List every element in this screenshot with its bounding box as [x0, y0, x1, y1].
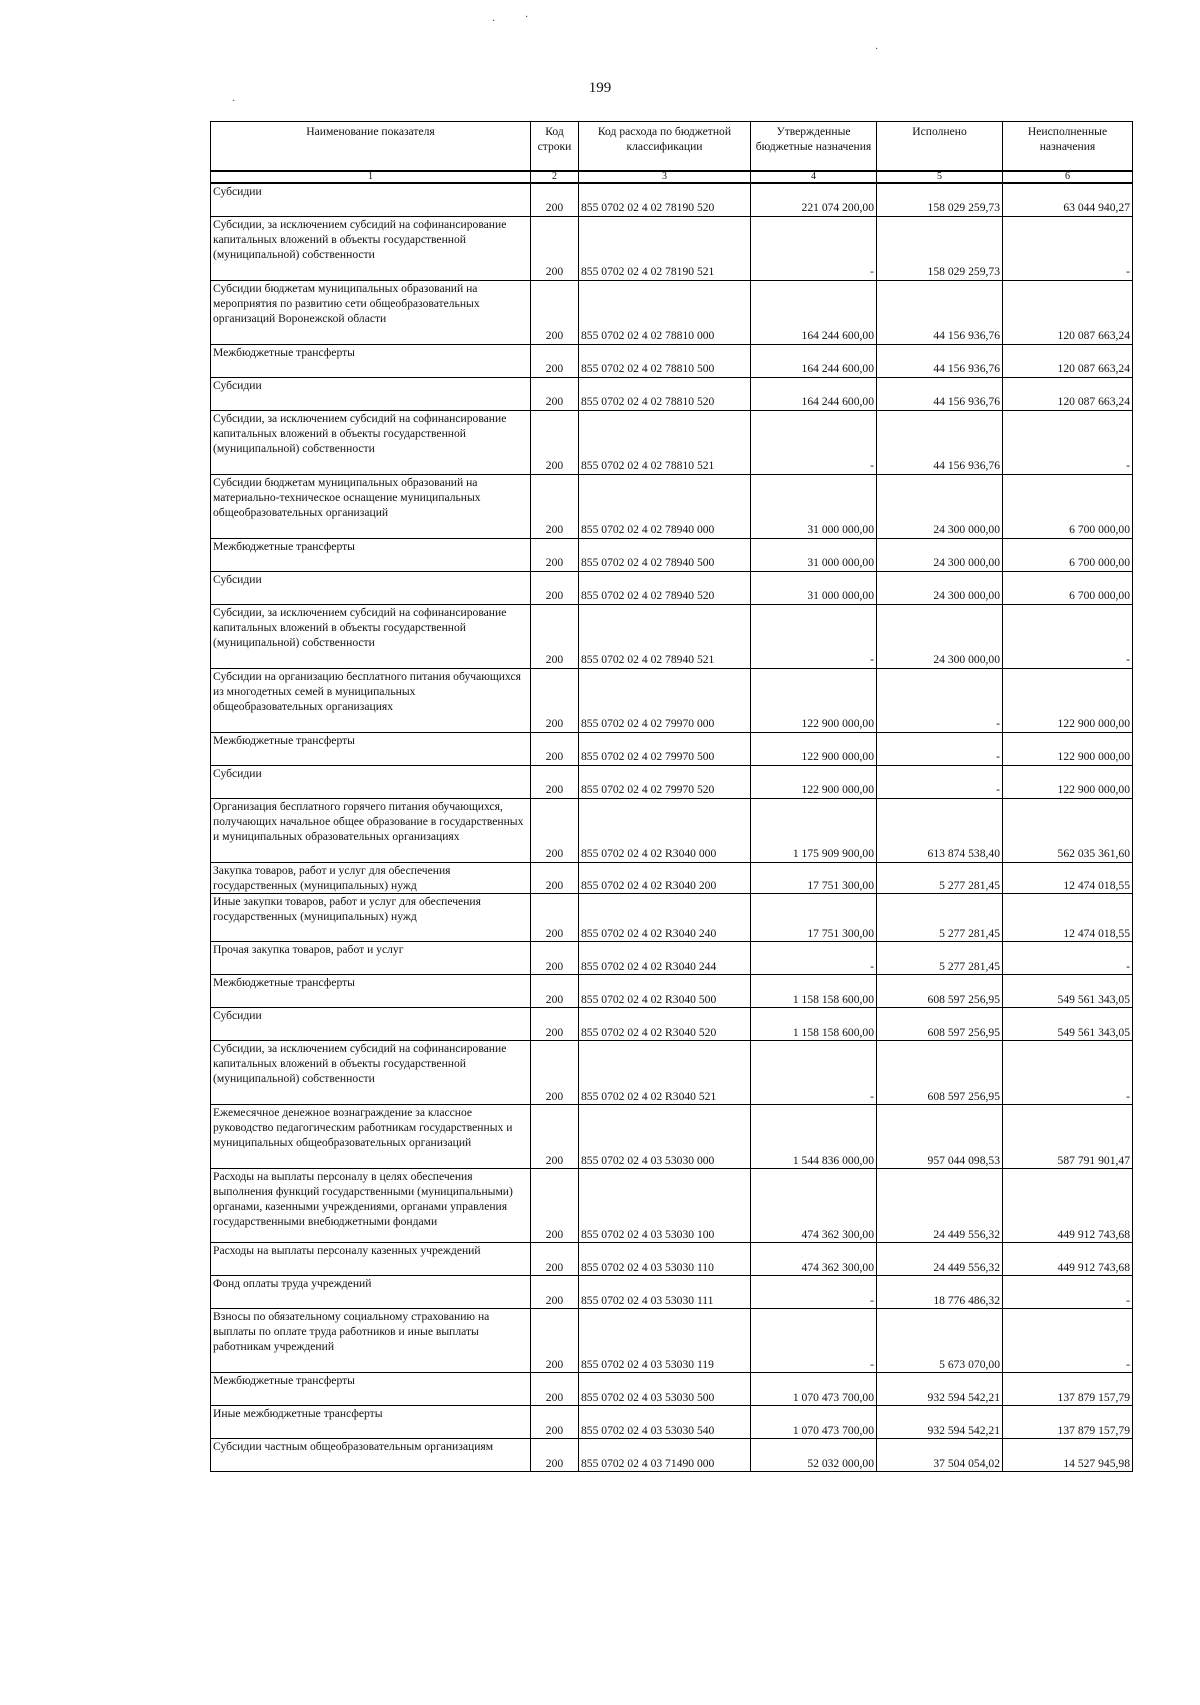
- column-number: 6: [1003, 171, 1133, 183]
- row-approved: -: [751, 216, 877, 280]
- row-line-code: 200: [531, 1275, 579, 1308]
- row-name: Фонд оплаты труда учреждений: [211, 1275, 531, 1308]
- row-approved: 1 158 158 600,00: [751, 1007, 877, 1040]
- row-name: Субсидии: [211, 1007, 531, 1040]
- row-approved: 1 158 158 600,00: [751, 974, 877, 1007]
- row-unexecuted: 12 474 018,55: [1003, 893, 1133, 941]
- table-row: [211, 668, 1133, 732]
- row-expense-code: 855 0702 02 4 02 78940 520: [579, 571, 751, 604]
- row-expense-code: 855 0702 02 4 02 78810 520: [579, 377, 751, 410]
- row-executed: 44 156 936,76: [877, 344, 1003, 377]
- row-name: Иные закупки товаров, работ и услуг для обеспечения государственных (муниципальных) нужд: [211, 893, 531, 941]
- row-expense-code: 855 0702 02 4 02 78940 521: [579, 604, 751, 668]
- column-number: 3: [579, 171, 751, 183]
- row-unexecuted: 137 879 157,79: [1003, 1405, 1133, 1438]
- page-number: 199: [588, 80, 612, 96]
- row-expense-code: 855 0702 02 4 02 79970 520: [579, 765, 751, 798]
- row-name: Субсидии бюджетам муниципальных образований на мероприятия по развитию сети общеобразовательных организаций Воронежской области: [211, 280, 531, 344]
- header-expense-code: Код расхода по бюджетной классификации: [579, 122, 751, 172]
- table-row: [211, 1007, 1133, 1040]
- row-unexecuted: 63 044 940,27: [1003, 183, 1133, 216]
- row-executed: 44 156 936,76: [877, 377, 1003, 410]
- row-executed: 24 300 000,00: [877, 474, 1003, 538]
- row-approved: 1 175 909 900,00: [751, 798, 877, 862]
- row-expense-code: 855 0702 02 4 02 R3040 000: [579, 798, 751, 862]
- row-unexecuted: 6 700 000,00: [1003, 538, 1133, 571]
- row-unexecuted: 122 900 000,00: [1003, 732, 1133, 765]
- column-number-row: [211, 171, 1133, 183]
- row-name: Субсидии, за исключением субсидий на софинансирование капитальных вложений в объекты государственной (муниципальной) собственности: [211, 410, 531, 474]
- row-name: Субсидии частным общеобразовательным организациям: [211, 1438, 531, 1471]
- row-unexecuted: -: [1003, 1308, 1133, 1372]
- row-expense-code: 855 0702 02 4 02 78940 000: [579, 474, 751, 538]
- table-row: [211, 974, 1133, 1007]
- table-row: [211, 1040, 1133, 1104]
- row-executed: 24 300 000,00: [877, 571, 1003, 604]
- row-unexecuted: 120 087 663,24: [1003, 280, 1133, 344]
- row-expense-code: 855 0702 02 4 02 78190 521: [579, 216, 751, 280]
- row-approved: 221 074 200,00: [751, 183, 877, 216]
- row-line-code: 200: [531, 1040, 579, 1104]
- table-row: [211, 280, 1133, 344]
- table-row: [211, 732, 1133, 765]
- row-unexecuted: 122 900 000,00: [1003, 765, 1133, 798]
- row-line-code: 200: [531, 798, 579, 862]
- row-executed: 5 277 281,45: [877, 941, 1003, 974]
- row-executed: 24 449 556,32: [877, 1168, 1003, 1242]
- row-expense-code: 855 0702 02 4 03 53030 119: [579, 1308, 751, 1372]
- row-approved: -: [751, 941, 877, 974]
- row-expense-code: 855 0702 02 4 02 79970 000: [579, 668, 751, 732]
- table-row: [211, 1242, 1133, 1275]
- row-approved: 17 751 300,00: [751, 862, 877, 893]
- row-executed: 608 597 256,95: [877, 974, 1003, 1007]
- row-approved: 1 070 473 700,00: [751, 1405, 877, 1438]
- row-unexecuted: 449 912 743,68: [1003, 1242, 1133, 1275]
- row-approved: 31 000 000,00: [751, 538, 877, 571]
- row-line-code: 200: [531, 1308, 579, 1372]
- table-row: [211, 1308, 1133, 1372]
- column-number: 5: [877, 171, 1003, 183]
- row-executed: -: [877, 732, 1003, 765]
- row-line-code: 200: [531, 974, 579, 1007]
- row-expense-code: 855 0702 02 4 03 53030 500: [579, 1372, 751, 1405]
- row-expense-code: 855 0702 02 4 02 78810 500: [579, 344, 751, 377]
- row-line-code: 200: [531, 377, 579, 410]
- row-approved: 164 244 600,00: [751, 280, 877, 344]
- row-unexecuted: -: [1003, 604, 1133, 668]
- table-row: [211, 765, 1133, 798]
- row-name: Субсидии: [211, 377, 531, 410]
- row-line-code: 200: [531, 604, 579, 668]
- header-indicator-name: Наименование показателя: [211, 122, 531, 172]
- row-expense-code: 855 0702 02 4 02 79970 500: [579, 732, 751, 765]
- row-approved: -: [751, 1308, 877, 1372]
- row-expense-code: 855 0702 02 4 03 53030 540: [579, 1405, 751, 1438]
- row-line-code: 200: [531, 1104, 579, 1168]
- budget-execution-table: [210, 121, 1133, 1472]
- row-line-code: 200: [531, 280, 579, 344]
- row-unexecuted: 14 527 945,98: [1003, 1438, 1133, 1471]
- row-unexecuted: 120 087 663,24: [1003, 344, 1133, 377]
- row-executed: 24 449 556,32: [877, 1242, 1003, 1275]
- row-executed: 18 776 486,32: [877, 1275, 1003, 1308]
- header-executed: Исполнено: [877, 122, 1003, 172]
- row-expense-code: 855 0702 02 4 02 78190 520: [579, 183, 751, 216]
- scan-speck: ·: [232, 96, 236, 107]
- row-expense-code: 855 0702 02 4 03 71490 000: [579, 1438, 751, 1471]
- row-executed: 608 597 256,95: [877, 1007, 1003, 1040]
- row-approved: -: [751, 410, 877, 474]
- row-name: Субсидии, за исключением субсидий на софинансирование капитальных вложений в объекты государственной (муниципальной) собственности: [211, 1040, 531, 1104]
- table-row: [211, 410, 1133, 474]
- row-unexecuted: 12 474 018,55: [1003, 862, 1133, 893]
- table-row: [211, 798, 1133, 862]
- row-name: Межбюджетные трансферты: [211, 344, 531, 377]
- table-row: [211, 344, 1133, 377]
- row-approved: 1 544 836 000,00: [751, 1104, 877, 1168]
- table-row: [211, 571, 1133, 604]
- row-name: Организация бесплатного горячего питания обучающихся, получающих начальное общее образование в государственных и муниципальных образовательных организациях: [211, 798, 531, 862]
- table-body: [211, 183, 1133, 1471]
- row-unexecuted: -: [1003, 1275, 1133, 1308]
- row-expense-code: 855 0702 02 4 03 53030 000: [579, 1104, 751, 1168]
- row-line-code: 200: [531, 1405, 579, 1438]
- row-executed: 957 044 098,53: [877, 1104, 1003, 1168]
- row-line-code: 200: [531, 538, 579, 571]
- row-approved: -: [751, 1275, 877, 1308]
- table-row: [211, 1104, 1133, 1168]
- row-approved: 122 900 000,00: [751, 732, 877, 765]
- table-row: [211, 862, 1133, 893]
- row-expense-code: 855 0702 02 4 03 53030 111: [579, 1275, 751, 1308]
- row-expense-code: 855 0702 02 4 02 R3040 520: [579, 1007, 751, 1040]
- table-row: [211, 377, 1133, 410]
- row-name: Субсидии бюджетам муниципальных образований на материально-техническое оснащение муниципальных общеобразовательных организаций: [211, 474, 531, 538]
- row-unexecuted: 587 791 901,47: [1003, 1104, 1133, 1168]
- row-name: Закупка товаров, работ и услуг для обеспечения государственных (муниципальных) нужд: [211, 862, 531, 893]
- row-executed: 44 156 936,76: [877, 410, 1003, 474]
- scan-speck: ·: [525, 12, 529, 23]
- row-name: Субсидии, за исключением субсидий на софинансирование капитальных вложений в объекты государственной (муниципальной) собственности: [211, 604, 531, 668]
- row-expense-code: 855 0702 02 4 03 53030 100: [579, 1168, 751, 1242]
- table-row: [211, 1438, 1133, 1471]
- table-row: [211, 474, 1133, 538]
- row-unexecuted: 137 879 157,79: [1003, 1372, 1133, 1405]
- row-line-code: 200: [531, 941, 579, 974]
- row-approved: 52 032 000,00: [751, 1438, 877, 1471]
- table-row: [211, 941, 1133, 974]
- row-executed: 24 300 000,00: [877, 604, 1003, 668]
- row-executed: 5 673 070,00: [877, 1308, 1003, 1372]
- row-executed: 158 029 259,73: [877, 183, 1003, 216]
- row-approved: 122 900 000,00: [751, 765, 877, 798]
- row-line-code: 200: [531, 1438, 579, 1471]
- row-executed: 608 597 256,95: [877, 1040, 1003, 1104]
- row-name: Межбюджетные трансферты: [211, 732, 531, 765]
- row-expense-code: 855 0702 02 4 02 R3040 244: [579, 941, 751, 974]
- row-unexecuted: -: [1003, 216, 1133, 280]
- row-executed: -: [877, 668, 1003, 732]
- row-line-code: 200: [531, 893, 579, 941]
- row-expense-code: 855 0702 02 4 02 R3040 240: [579, 893, 751, 941]
- row-unexecuted: 122 900 000,00: [1003, 668, 1133, 732]
- row-unexecuted: 449 912 743,68: [1003, 1168, 1133, 1242]
- column-number: 2: [531, 171, 579, 183]
- row-unexecuted: 562 035 361,60: [1003, 798, 1133, 862]
- row-name: Расходы на выплаты персоналу казенных учреждений: [211, 1242, 531, 1275]
- row-line-code: 200: [531, 1168, 579, 1242]
- column-number: 1: [211, 171, 531, 183]
- scan-speck: ·: [492, 16, 496, 27]
- row-expense-code: 855 0702 02 4 02 78810 521: [579, 410, 751, 474]
- row-name: Расходы на выплаты персоналу в целях обеспечения выполнения функций государственными (муниципальными) органами, казенными учреждениями, органами управления государственными внебюджетными фондами: [211, 1168, 531, 1242]
- row-executed: 5 277 281,45: [877, 862, 1003, 893]
- row-name: Межбюджетные трансферты: [211, 974, 531, 1007]
- row-line-code: 200: [531, 410, 579, 474]
- row-approved: 122 900 000,00: [751, 668, 877, 732]
- row-approved: -: [751, 604, 877, 668]
- table-row: [211, 604, 1133, 668]
- column-number: 4: [751, 171, 877, 183]
- row-unexecuted: -: [1003, 410, 1133, 474]
- row-executed: 5 277 281,45: [877, 893, 1003, 941]
- row-approved: -: [751, 1040, 877, 1104]
- table-row: [211, 1168, 1133, 1242]
- row-unexecuted: 120 087 663,24: [1003, 377, 1133, 410]
- row-line-code: 200: [531, 183, 579, 216]
- table-row: [211, 1405, 1133, 1438]
- table-row: [211, 216, 1133, 280]
- row-expense-code: 855 0702 02 4 02 78940 500: [579, 538, 751, 571]
- row-approved: 164 244 600,00: [751, 377, 877, 410]
- row-name: Прочая закупка товаров, работ и услуг: [211, 941, 531, 974]
- row-line-code: 200: [531, 1007, 579, 1040]
- row-line-code: 200: [531, 344, 579, 377]
- row-executed: 158 029 259,73: [877, 216, 1003, 280]
- row-approved: 31 000 000,00: [751, 474, 877, 538]
- table-row: [211, 1275, 1133, 1308]
- row-unexecuted: 6 700 000,00: [1003, 571, 1133, 604]
- row-executed: 44 156 936,76: [877, 280, 1003, 344]
- row-expense-code: 855 0702 02 4 02 78810 000: [579, 280, 751, 344]
- row-name: Иные межбюджетные трансферты: [211, 1405, 531, 1438]
- row-name: Субсидии, за исключением субсидий на софинансирование капитальных вложений в объекты государственной (муниципальной) собственности: [211, 216, 531, 280]
- row-line-code: 200: [531, 862, 579, 893]
- row-expense-code: 855 0702 02 4 03 53030 110: [579, 1242, 751, 1275]
- row-name: Субсидии: [211, 765, 531, 798]
- scan-speck: ·: [875, 44, 879, 55]
- row-line-code: 200: [531, 474, 579, 538]
- header-line-code: Код строки: [531, 122, 579, 172]
- row-line-code: 200: [531, 1372, 579, 1405]
- row-approved: 474 362 300,00: [751, 1242, 877, 1275]
- row-approved: 164 244 600,00: [751, 344, 877, 377]
- row-unexecuted: -: [1003, 941, 1133, 974]
- row-unexecuted: -: [1003, 1040, 1133, 1104]
- row-unexecuted: 549 561 343,05: [1003, 974, 1133, 1007]
- table-row: [211, 893, 1133, 941]
- row-name: Субсидии на организацию бесплатного питания обучающихся из многодетных семей в муниципальных общеобразовательных организациях: [211, 668, 531, 732]
- table-row: [211, 183, 1133, 216]
- row-approved: 1 070 473 700,00: [751, 1372, 877, 1405]
- row-unexecuted: 6 700 000,00: [1003, 474, 1133, 538]
- table-row: [211, 1372, 1133, 1405]
- row-expense-code: 855 0702 02 4 02 R3040 500: [579, 974, 751, 1007]
- row-line-code: 200: [531, 571, 579, 604]
- row-name: Ежемесячное денежное вознаграждение за классное руководство педагогическим работникам государственных и муниципальных общеобразовательных организаций: [211, 1104, 531, 1168]
- row-unexecuted: 549 561 343,05: [1003, 1007, 1133, 1040]
- row-line-code: 200: [531, 668, 579, 732]
- row-approved: 17 751 300,00: [751, 893, 877, 941]
- row-executed: -: [877, 765, 1003, 798]
- header-unexecuted: Неисполненные назначения: [1003, 122, 1133, 172]
- row-name: Взносы по обязательному социальному страхованию на выплаты по оплате труда работников и иные выплаты работникам учреждений: [211, 1308, 531, 1372]
- row-line-code: 200: [531, 732, 579, 765]
- row-executed: 932 594 542,21: [877, 1372, 1003, 1405]
- row-name: Межбюджетные трансферты: [211, 538, 531, 571]
- row-executed: 24 300 000,00: [877, 538, 1003, 571]
- header-row: [211, 122, 1133, 172]
- table-row: [211, 538, 1133, 571]
- row-name: Субсидии: [211, 571, 531, 604]
- row-approved: 474 362 300,00: [751, 1168, 877, 1242]
- row-executed: 932 594 542,21: [877, 1405, 1003, 1438]
- row-expense-code: 855 0702 02 4 02 R3040 200: [579, 862, 751, 893]
- row-name: Межбюджетные трансферты: [211, 1372, 531, 1405]
- row-expense-code: 855 0702 02 4 02 R3040 521: [579, 1040, 751, 1104]
- row-name: Субсидии: [211, 183, 531, 216]
- header-approved: Утвержденные бюджетные назначения: [751, 122, 877, 172]
- row-line-code: 200: [531, 216, 579, 280]
- row-executed: 37 504 054,02: [877, 1438, 1003, 1471]
- row-approved: 31 000 000,00: [751, 571, 877, 604]
- row-line-code: 200: [531, 1242, 579, 1275]
- row-executed: 613 874 538,40: [877, 798, 1003, 862]
- row-line-code: 200: [531, 765, 579, 798]
